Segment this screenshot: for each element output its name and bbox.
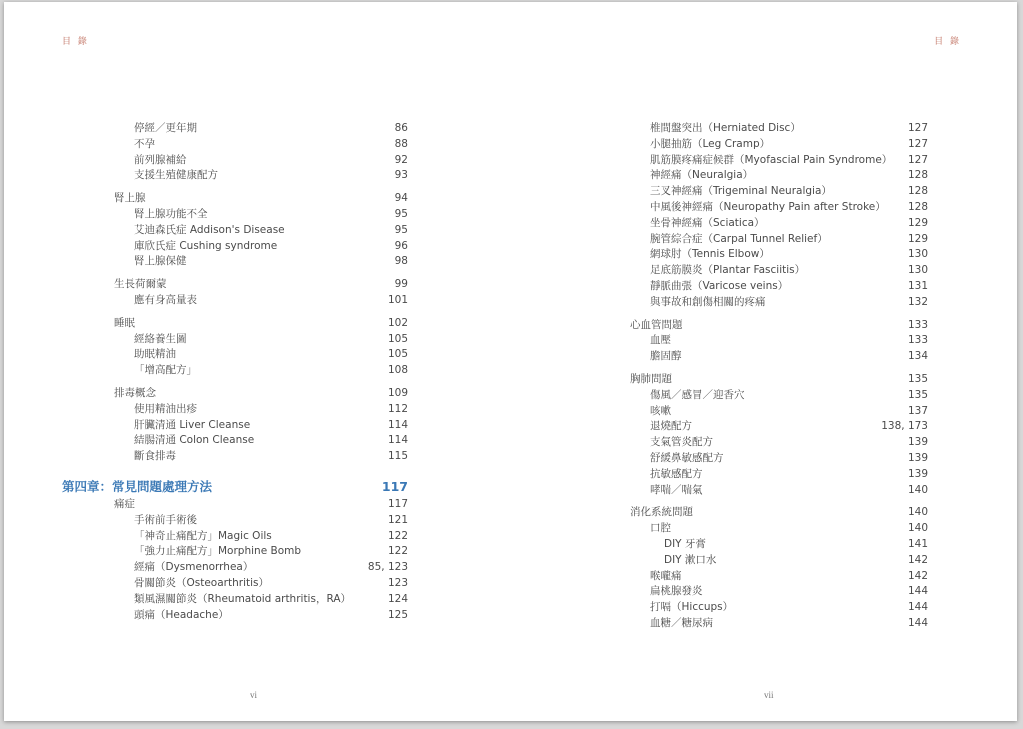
toc-page-number: 123 (387, 577, 408, 589)
toc-page-number: 130 (907, 248, 928, 261)
toc-section (630, 317, 928, 333)
toc-entry (650, 348, 928, 364)
toc-page-number: 98 (394, 255, 408, 268)
toc-entry (650, 332, 928, 348)
toc-title: 腎上腺保健 (134, 255, 187, 268)
toc-page-number: 109 (387, 387, 408, 399)
toc-entry (650, 387, 928, 403)
toc-section (114, 276, 408, 292)
toc-entry (650, 215, 928, 231)
toc-title: 血糖／糖尿病 (650, 617, 713, 629)
toc-title: 痛症 (114, 498, 135, 510)
toc-title: 肌筋膜疼痛症候群（Myofascial Pain Syndrome） (650, 153, 893, 166)
toc-entry (650, 246, 928, 262)
toc-page-number: 114 (387, 434, 408, 447)
toc-page-number: 139 (907, 436, 928, 449)
toc-title: 與事故和創傷相關的疼痛 (650, 295, 766, 308)
toc-entry (664, 536, 928, 552)
toc-title: 哮喘／喘氣 (650, 483, 703, 496)
toc-page-number: 139 (907, 452, 928, 464)
toc-page-number: 140 (907, 506, 928, 519)
toc-title: 椎間盤突出（Herniated Disc） (650, 122, 801, 134)
toc-page-number: 121 (387, 513, 408, 526)
toc-entry (650, 403, 928, 419)
toc-page-number: 142 (907, 553, 928, 566)
toc-page-number: 144 (907, 617, 928, 629)
toc-title: 斷食排毒 (134, 450, 176, 463)
toc-entry (650, 434, 928, 450)
toc-section (114, 496, 408, 512)
toc-entry (134, 292, 408, 308)
toc-section (630, 371, 928, 387)
toc-title: 類風濕關節炎（Rheumatoid arthritis，RA） (134, 592, 352, 605)
toc-page-number: 128 (907, 185, 928, 198)
toc-title: 中風後神經痛（Neuropathy Pain after Stroke） (650, 201, 886, 213)
toc-title: 膽固醇 (650, 350, 682, 363)
toc-title: 「增高配方」 (134, 364, 197, 377)
toc-entry (650, 120, 928, 136)
toc-entry (134, 543, 408, 559)
toc-title: 腎上腺功能不全 (134, 208, 208, 220)
toc-title: 排毒概念 (114, 387, 156, 399)
toc-title: 坐骨神經痛（Sciatica） (650, 216, 765, 229)
toc-page-number: 125 (387, 608, 408, 621)
toc-entry (134, 362, 408, 378)
toc-entry (134, 512, 408, 528)
toc-page-number: 117 (387, 498, 408, 510)
toc-page-number: 112 (387, 402, 408, 415)
toc-page-number: 117 (381, 479, 408, 494)
page-number: vii (764, 690, 774, 700)
toc-title: 打嗝（Hiccups） (650, 601, 734, 614)
toc-page-number: 135 (907, 388, 928, 401)
toc-entry (134, 120, 408, 136)
toc-page-number: 127 (907, 137, 928, 150)
toc-page-number: 133 (907, 334, 928, 347)
toc-entry (134, 222, 408, 238)
toc-page-number: 129 (907, 232, 928, 245)
toc-title: 睡眠 (114, 316, 135, 329)
toc-title: 消化系統問題 (630, 506, 693, 519)
running-head: 目 錄 (934, 37, 961, 47)
toc-title: 庫欣氏症 Cushing syndrome (134, 239, 278, 252)
toc-entry (650, 450, 928, 466)
toc-entry (134, 253, 408, 269)
toc-page-number: 129 (907, 216, 928, 229)
toc-entry (650, 583, 928, 599)
toc-page-number: 130 (907, 264, 928, 277)
toc-title: 抗敏感配方 (650, 467, 703, 480)
toc-page-number: 114 (387, 418, 408, 431)
toc-page-number: 142 (907, 569, 928, 582)
toc-entry (134, 167, 408, 183)
toc-page-number: 133 (907, 318, 928, 331)
toc-title: 三叉神經痛（Trigeminal Neuralgia） (650, 185, 832, 198)
toc-entry (134, 238, 408, 254)
toc-page-number: 95 (394, 223, 408, 236)
toc-entry (664, 552, 928, 568)
toc-page-number: 88 (394, 137, 408, 150)
toc-title: 手術前手術後 (134, 513, 197, 526)
toc-page-number: 92 (394, 153, 408, 166)
toc-title: 骨關節炎（Osteoarthritis） (134, 577, 269, 589)
toc-entry (650, 231, 928, 247)
toc-entry (134, 401, 408, 417)
toc-entry (650, 418, 928, 434)
toc-title: 扁桃腺發炎 (650, 585, 703, 598)
toc-title: 「神奇止痛配方」Magic Oils (134, 529, 272, 542)
book-spread (4, 2, 1017, 721)
toc-page-number: 105 (387, 348, 408, 361)
toc-page-number: 122 (387, 545, 408, 558)
toc-title: 胸肺問題 (630, 373, 672, 385)
toc-page-number: 141 (907, 538, 928, 550)
toc-page-number: 135 (907, 373, 928, 385)
toc-title: 腕管綜合症（Carpal Tunnel Relief） (650, 232, 828, 245)
toc-title: 足底筋膜炎（Plantar Fasciitis） (650, 264, 806, 277)
toc-title: 第四章：常見問題處理方法 (62, 479, 213, 494)
toc-title: 傷風／感冒／迎香穴 (650, 388, 745, 401)
toc-entry (650, 568, 928, 584)
toc-page-number: 127 (907, 153, 928, 166)
toc-page-number: 108 (387, 364, 408, 377)
toc-page-number: 131 (907, 280, 928, 292)
toc-entry (650, 294, 928, 310)
toc-page-number: 128 (907, 201, 928, 213)
toc-entry (134, 448, 408, 464)
toc-title: 神經痛（Neuralgia） (650, 169, 754, 182)
toc-page-number: 102 (387, 316, 408, 329)
toc-page-number: 124 (387, 592, 408, 605)
toc-entry (650, 520, 928, 536)
toc-page-number: 93 (394, 169, 408, 182)
toc-page-number: 105 (387, 332, 408, 345)
toc-title: 助眠精油 (134, 348, 176, 361)
toc-page-number: 140 (907, 483, 928, 496)
toc-entry (134, 607, 408, 623)
toc-entry (134, 559, 408, 575)
toc-title: 「強力止痛配方」Morphine Bomb (134, 545, 302, 558)
toc-entry (650, 183, 928, 199)
toc-entry (650, 199, 928, 215)
page-number: vi (250, 690, 258, 700)
toc-title: 心血管問題 (630, 318, 683, 331)
toc-title: 停經／更年期 (134, 122, 197, 134)
toc-page-number: 137 (907, 404, 928, 417)
toc-entry (134, 346, 408, 362)
toc-entry (134, 152, 408, 168)
toc-page-number: 95 (394, 208, 408, 220)
toc-entry (134, 331, 408, 347)
toc-page-number: 85, 123 (367, 561, 408, 574)
toc-entry (650, 615, 928, 631)
toc-title: 舒緩鼻敏感配方 (650, 452, 724, 464)
toc-page-number: 122 (387, 529, 408, 542)
toc-page-number: 127 (907, 122, 928, 134)
toc-title: 咳嗽 (650, 404, 671, 417)
toc-title: 支援生殖健康配方 (134, 169, 218, 182)
toc-title: 經痛（Dysmenorrhea） (134, 561, 254, 574)
toc-page-number: 101 (387, 294, 408, 306)
toc-title: 血壓 (650, 334, 671, 347)
toc-title: 頭痛（Headache） (134, 608, 229, 621)
toc-page-number: 140 (907, 522, 928, 535)
toc-chapter (62, 478, 408, 496)
toc-title: 退燒配方 (650, 420, 692, 433)
toc-title: 使用精油出疹 (134, 402, 197, 415)
toc-entry (134, 417, 408, 433)
toc-page-number: 144 (907, 601, 928, 614)
toc-title: 結腸清通 Colon Cleanse (134, 434, 255, 447)
toc-title: 腎上腺 (114, 192, 146, 205)
toc-title: 網球肘（Tennis Elbow） (650, 248, 770, 261)
toc-entry (134, 575, 408, 591)
toc-entry (134, 591, 408, 607)
toc-entry (650, 262, 928, 278)
toc-page-number: 96 (394, 239, 408, 252)
right-page (510, 2, 1017, 721)
toc-page-number: 115 (387, 450, 408, 463)
toc-title: 生長荷爾蒙 (114, 278, 167, 291)
toc-page-number: 144 (907, 585, 928, 598)
toc-entry (650, 599, 928, 615)
toc-entry (134, 136, 408, 152)
toc-section (114, 315, 408, 331)
toc-title: 肝臟清通 Liver Cleanse (134, 418, 251, 431)
toc-entry (650, 466, 928, 482)
toc-title: 經絡養生圖 (134, 332, 187, 345)
toc-title: 支氣管炎配方 (650, 436, 713, 449)
toc-page-number: 138, 173 (881, 420, 928, 433)
toc-entry (650, 167, 928, 183)
toc-entry (650, 136, 928, 152)
toc-title: 不孕 (134, 137, 155, 150)
toc-page-number: 94 (394, 192, 408, 205)
toc-section (630, 504, 928, 520)
toc-title: DIY 牙膏 (664, 538, 706, 550)
toc-title: 喉嚨痛 (650, 569, 682, 582)
left-page (4, 2, 510, 721)
toc-title: 靜脈曲張（Varicose veins） (650, 280, 789, 292)
toc-title: 艾迪森氏症 Addison's Disease (134, 223, 285, 236)
toc-page-number: 128 (907, 169, 928, 182)
toc-title: 前列腺補給 (134, 153, 187, 166)
toc-entry (134, 206, 408, 222)
toc-title: 應有身高量表 (134, 294, 197, 306)
toc-page-number: 132 (907, 295, 928, 308)
toc-entry (650, 152, 928, 168)
toc-title: 小腿抽筋（Leg Cramp） (650, 137, 771, 150)
toc-entry (134, 528, 408, 544)
toc-page-number: 139 (907, 467, 928, 480)
toc-page-number: 134 (907, 350, 928, 363)
toc-entry (134, 432, 408, 448)
toc-title: DIY 漱口水 (664, 553, 717, 566)
toc-title: 口腔 (650, 522, 671, 535)
toc-entry (650, 278, 928, 294)
running-head: 目 錄 (62, 37, 89, 47)
toc-entry (650, 482, 928, 498)
toc-page-number: 86 (394, 122, 408, 134)
toc-page-number: 99 (394, 278, 408, 291)
toc-section (114, 190, 408, 206)
toc-section (114, 385, 408, 401)
